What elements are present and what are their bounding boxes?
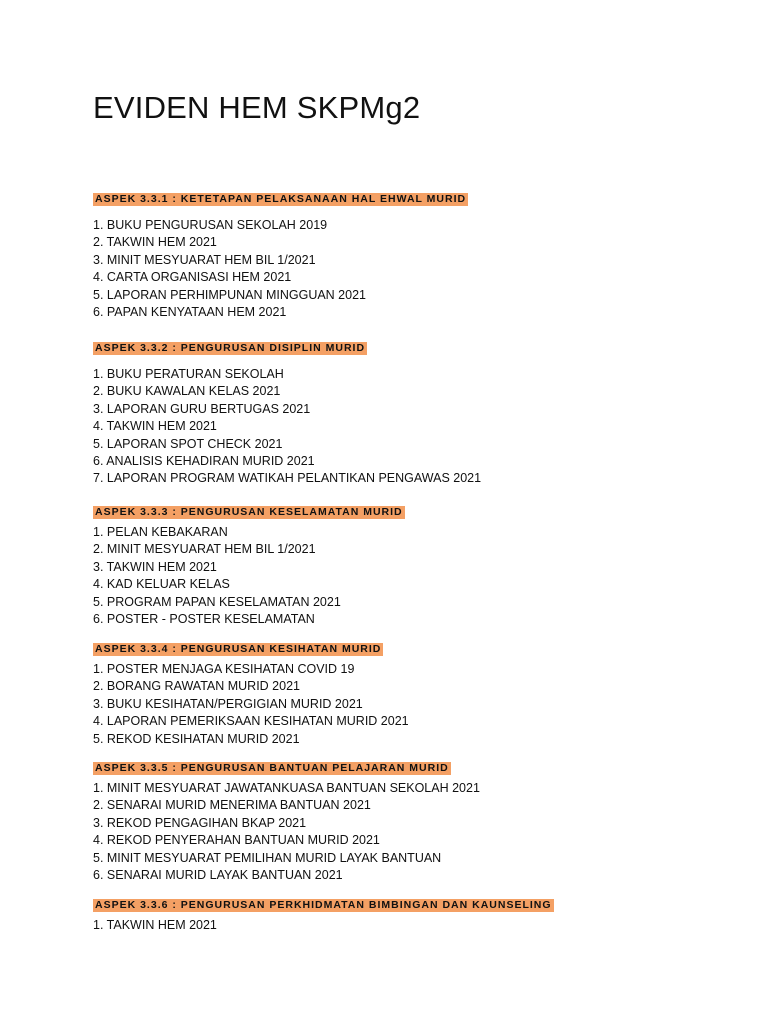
list-item: 3. LAPORAN GURU BERTUGAS 2021 (93, 401, 311, 416)
list-item: 4. TAKWIN HEM 2021 (93, 419, 217, 434)
evidence-list (93, 524, 405, 628)
section-aspek-3-3-1 (93, 189, 468, 321)
list-item: 5. MINIT MESYUARAT PEMILIHAN MURID LAYAK BANTUAN (93, 850, 442, 865)
section-heading: ASPEK 3.3.1 : KETETAPAN PELAKSANAAN HAL EHWAL MURID (95, 193, 467, 205)
list-item: 2. MINIT MESYUARAT HEM BIL 1/2021 (93, 542, 316, 557)
list-item: 3. MINIT MESYUARAT HEM BIL 1/2021 (93, 252, 316, 267)
evidence-list (93, 917, 554, 934)
list-item: 4. REKOD PENYERAHAN BANTUAN MURID 2021 (93, 833, 380, 848)
list-item: 6. SENARAI MURID LAYAK BANTUAN 2021 (93, 868, 343, 883)
list-item: 6. ANALISIS KEHADIRAN MURID 2021 (93, 454, 315, 469)
list-item: 1. PELAN KEBAKARAN (93, 525, 228, 539)
section-heading: ASPEK 3.3.6 : PENGURUSAN PERKHIDMATAN BIMBINGAN DAN KAUNSELING (95, 899, 552, 911)
evidence-list (93, 661, 409, 748)
list-item: 2. BORANG RAWATAN MURID 2021 (93, 679, 300, 694)
section-heading: ASPEK 3.3.3 : PENGURUSAN KESELAMATAN MURID (95, 506, 403, 518)
section-aspek-3-3-5 (93, 758, 480, 884)
list-item: 1. MINIT MESYUARAT JAWATANKUASA BANTUAN SEKOLAH 2021 (93, 781, 480, 795)
list-item: 6. PAPAN KENYATAAN HEM 2021 (93, 305, 287, 320)
section-heading: ASPEK 3.3.2 : PENGURUSAN DISIPLIN MURID (95, 342, 366, 354)
list-item: 4. KAD KELUAR KELAS (93, 577, 230, 592)
section-aspek-3-3-4 (93, 639, 409, 748)
list-item: 5. LAPORAN PERHIMPUNAN MINGGUAN 2021 (93, 287, 366, 302)
section-aspek-3-3-6 (93, 895, 554, 934)
list-item: 5. REKOD KESIHATAN MURID 2021 (93, 731, 300, 746)
list-item: 1. TAKWIN HEM 2021 (93, 918, 217, 932)
list-item: 7. LAPORAN PROGRAM WATIKAH PELANTIKAN PENGAWAS 2021 (93, 471, 482, 486)
list-item: 3. TAKWIN HEM 2021 (93, 559, 217, 574)
list-item: 2. BUKU KAWALAN KELAS 2021 (93, 384, 281, 399)
list-item: 1. BUKU PENGURUSAN SEKOLAH 2019 (93, 218, 328, 232)
evidence-list (93, 217, 468, 321)
section-aspek-3-3-2 (93, 338, 481, 488)
list-item: 3. BUKU KESIHATAN/PERGIGIAN MURID 2021 (93, 696, 363, 711)
list-item: 6. POSTER - POSTER KESELAMATAN (93, 612, 315, 627)
evidence-list (93, 780, 480, 884)
list-item: 2. TAKWIN HEM 2021 (93, 235, 217, 250)
list-item: 2. SENARAI MURID MENERIMA BANTUAN 2021 (93, 798, 371, 813)
list-item: 1. POSTER MENJAGA KESIHATAN COVID 19 (93, 662, 355, 676)
evidence-list (93, 366, 481, 488)
section-heading: ASPEK 3.3.4 : PENGURUSAN KESIHATAN MURID (95, 643, 382, 655)
list-item: 3. REKOD PENGAGIHAN BKAP 2021 (93, 815, 307, 830)
section-heading: ASPEK 3.3.5 : PENGURUSAN BANTUAN PELAJARAN MURID (95, 762, 449, 774)
list-item: 5. PROGRAM PAPAN KESELAMATAN 2021 (93, 594, 341, 609)
list-item: 4. CARTA ORGANISASI HEM 2021 (93, 270, 292, 285)
list-item: 1. BUKU PERATURAN SEKOLAH (93, 367, 284, 381)
section-aspek-3-3-3 (93, 502, 405, 628)
document-title: EVIDEN HEM SKPMg2 (93, 90, 421, 125)
list-item: 4. LAPORAN PEMERIKSAAN KESIHATAN MURID 2021 (93, 714, 409, 729)
list-item: 5. LAPORAN SPOT CHECK 2021 (93, 436, 283, 451)
